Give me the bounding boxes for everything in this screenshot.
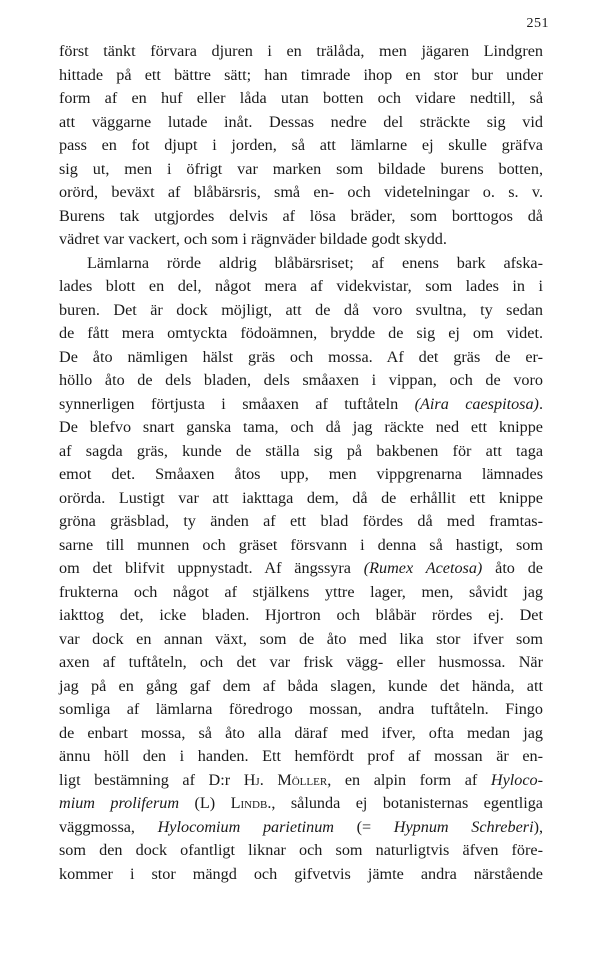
text-line: Burens tak utgjordes delvis af lösa bräder, som borttogos då <box>59 206 543 225</box>
text-line: mium proliferum (L) Lindb., sålunda ej botanisternas egentliga <box>59 794 543 812</box>
text-line: De blefvo snart ganska tama, och då jag räckte ned ett knippe <box>59 418 543 436</box>
text-line: först tänkt förvara djuren i en trälåda, men jägaren Lindgren <box>59 42 543 60</box>
text-line: vädret var vackert, och som i rägnväder bildade godt skydd. <box>59 230 447 248</box>
text-line: axen af tuftåteln, och det var frisk vägg- eller husmossa. När <box>59 653 543 671</box>
text-line: hittade på ett bättre sätt; han timrade ihop en stor bur under <box>59 65 543 84</box>
text-line: om det blifvit uppnystadt. Af ängssyra (Rumex Acetosa) åto de <box>59 559 543 577</box>
italic-term: Hypnum Schreberi <box>393 817 534 836</box>
italic-term: Hyloco- <box>490 770 544 789</box>
text-line: form af en huf eller låda utan botten och vidare nedtill, så <box>59 89 543 107</box>
text-line: som den dock ofantligt liknar och som naturligtvis äfven före- <box>59 841 543 859</box>
page-number: 251 <box>526 16 549 31</box>
text-line: buren. Det är dock möjligt, att de då voro svultna, ty sedan <box>59 300 543 319</box>
text-line: Lämlarna rörde aldrig blåbärsriset; af enens bark afska- <box>87 253 543 272</box>
text-line: att väggarne lutade inåt. Dessas nedre del sträckte sig vid <box>59 112 543 131</box>
italic-term: mium proliferum <box>59 794 180 812</box>
text-line: väggmossa, Hylocomium parietinum (= Hypnum Schreberi), <box>59 817 543 836</box>
text-line: lades blott en del, något mera af videkvistar, som lades in i <box>59 277 543 295</box>
text-line: De åto nämligen hälst gräs och mossa. Af det gräs de er- <box>59 347 543 366</box>
text-line: emot det. Småaxen åtos upp, men vippgrenarna lämnades <box>59 465 543 483</box>
text-line: kommer i stor mängd och gifvetvis jämte andra närstående <box>59 864 543 883</box>
small-caps-name: Lindb. <box>230 794 272 812</box>
text-line: orörd, beväxt af blåbärsris, små en- och videtelningar o. s. v. <box>59 183 543 201</box>
text-line: gröna gräsblad, ty änden af ett blad fördes då med framtas- <box>59 512 543 530</box>
text-line: iakttog det, icke bladen. Hjortron och blåbär rördes ej. Det <box>59 606 543 624</box>
text-line: frukterna och något af stjälkens yttre lager, men, såvidt jag <box>59 582 543 601</box>
text-line: ligt bestämning af D:r Hj. Möller, en alpin form af Hyloco- <box>59 770 544 789</box>
text-line: orörda. Lustigt var att iakttaga dem, då de erhållit ett knippe <box>59 488 543 507</box>
text-line: sarne till munnen och gräset försvann i denna så hastigt, som <box>59 535 543 554</box>
text-line: var dock en annan växt, som de åto med lika stor ifver som <box>59 629 543 648</box>
text-line: de enbart mossa, så åto alla däraf med ifver, ofta medan jag <box>59 723 543 742</box>
body-text <box>59 40 543 886</box>
text-line: somliga af lämlarna föredrogo mossan, andra tuftåteln. Fingo <box>59 700 543 718</box>
italic-term: Hylocomium parietinum <box>157 817 334 836</box>
text-line: höllo åto de dels bladen, dels småaxen i vippan, och de voro <box>59 371 543 389</box>
text-line: jag på en gång gaf dem af båda slagen, kunde det hända, att <box>59 676 543 695</box>
text-line: sig ut, men i öfrigt var marken som bildade burens botten, <box>59 159 543 178</box>
text-line: af sagda gräs, kunde de ställa sig på bakbenen för att taga <box>59 441 543 460</box>
text-line: synnerligen förtjusta i småaxen af tuftåteln (Aira caespitosa). <box>59 394 543 413</box>
small-caps-name: Hj. Möller <box>243 770 328 789</box>
italic-term: (Aira caespitosa) <box>414 394 539 413</box>
text-line: de fått mera omtyckta födoämnen, brydde de sig ej om videt. <box>59 324 543 342</box>
italic-term: (Rumex Acetosa) <box>363 559 483 577</box>
text-line: pass en fot djupt i jorden, så att lämlarne ej skulle gräfva <box>59 136 543 154</box>
text-line: ännu höll den i handen. Ett hemfördt prof af mossan är en- <box>59 747 543 765</box>
